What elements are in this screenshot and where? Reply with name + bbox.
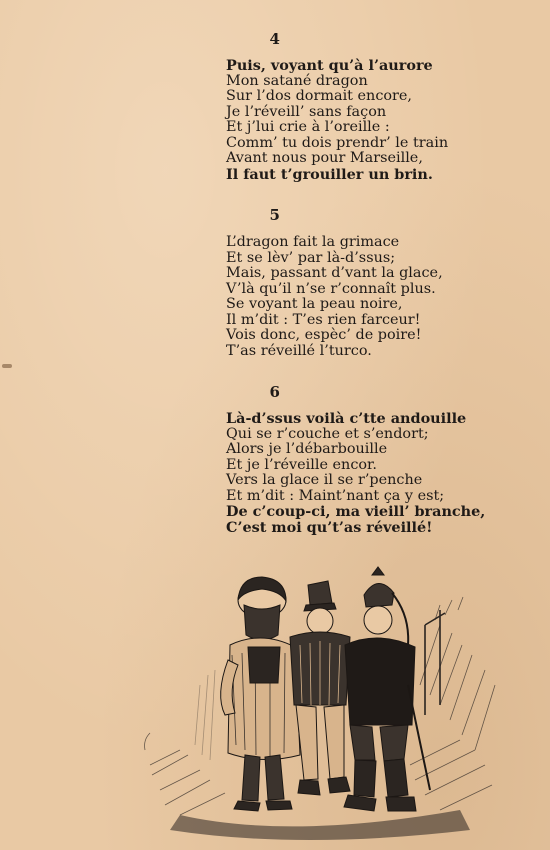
stanza-4	[226, 58, 526, 182]
dragoon-figure	[344, 567, 430, 811]
verse-line: Alors je l’débarbouille	[226, 441, 388, 457]
verse-line: Se voyant la peau noire,	[226, 296, 403, 312]
verse-line: Et j’lui crie à l’oreille :	[226, 119, 390, 135]
verse-line: Et je l’réveille encor.	[226, 456, 377, 473]
stanza-number: 6	[269, 383, 281, 401]
verse-line: V’là qu’il n’se r’connaît plus.	[226, 280, 436, 297]
stanza-6	[226, 411, 526, 535]
verse-line: L’dragon fait la grimace	[226, 234, 400, 250]
stanza-number: 4	[269, 30, 281, 48]
verse-line: Là-d’ssus voilà c’tte andouille	[226, 410, 467, 427]
margin-mark	[2, 364, 12, 368]
verse-line: Puis, voyant qu’à l’aurore	[226, 57, 433, 74]
soldiers-illustration	[140, 565, 510, 840]
verse-line: Il m’dit : T’es rien farceur!	[226, 311, 421, 328]
stanza-5	[226, 235, 526, 359]
verse-line: Vers la glace il se r’penche	[226, 472, 423, 488]
verse-line: Sur l’dos dormait encore,	[226, 88, 413, 104]
verse-line: Je l’réveill’ sans façon	[226, 103, 387, 120]
verse-line: Et se lèv’ par là-d’ssus;	[226, 249, 396, 266]
verse-line: Mais, passant d’vant la glace,	[226, 265, 443, 281]
turco-figure	[221, 577, 300, 811]
middle-soldier-figure	[290, 581, 350, 795]
verse-line: Il faut t’grouiller un brin.	[226, 165, 433, 183]
ground-shadow	[170, 810, 470, 840]
verse-line: Avant nous pour Marseille,	[226, 150, 423, 166]
verse-line: Comm’ tu dois prendr’ le train	[226, 134, 449, 151]
verse-line: Qui se r’couche et s’endort;	[226, 425, 429, 442]
verse-line: Et m’dit : Maint’nant ça y est;	[226, 487, 445, 504]
verse-line: Vois donc, espèc’ de poire!	[226, 327, 422, 343]
stanza-number: 5	[269, 206, 281, 224]
verse-line: De c’coup-ci, ma vieill’ branche,	[226, 503, 486, 520]
verse-line: Mon satané dragon	[226, 72, 368, 89]
verse-line: T’as réveillé l’turco.	[226, 342, 372, 359]
verse-line: C’est moi qu’t’as réveillé!	[226, 518, 433, 536]
